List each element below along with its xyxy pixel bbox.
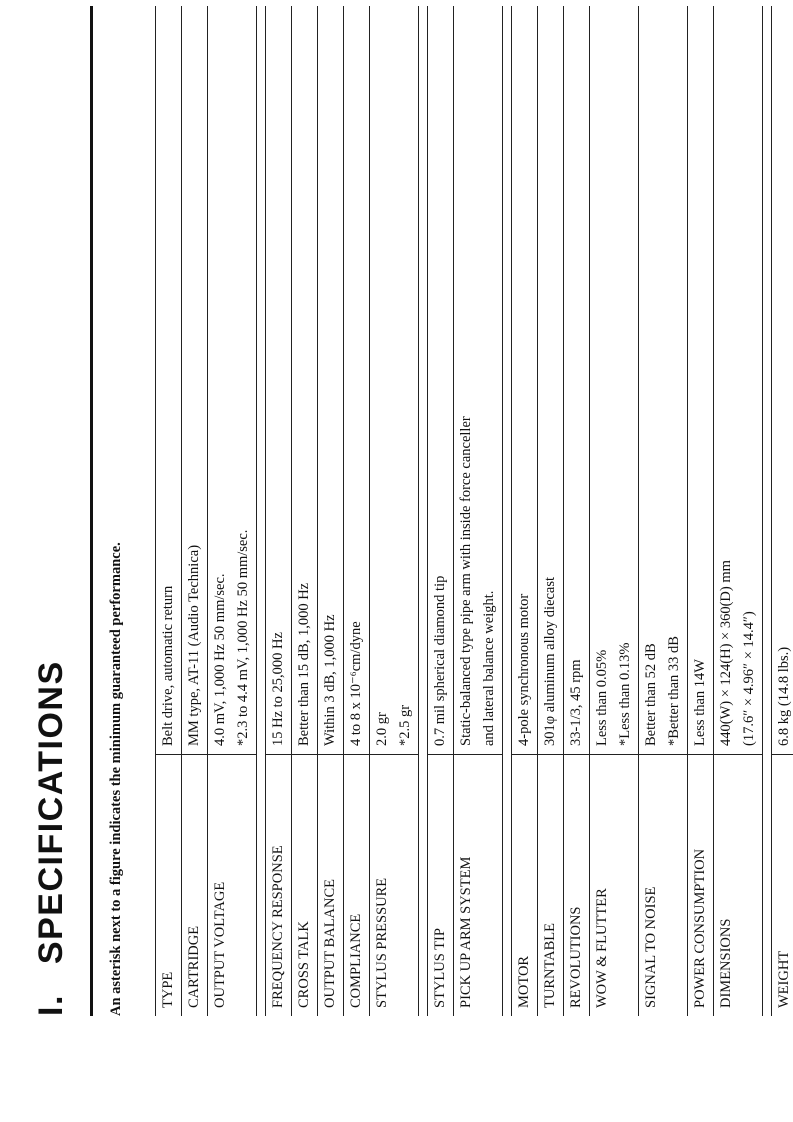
spec-row <box>428 6 454 1016</box>
spec-value <box>590 6 639 755</box>
spec-value-line: Less than 14W <box>692 659 708 746</box>
row-gap-cell <box>763 6 772 1016</box>
spec-label: PICK UP ARM SYSTEM <box>454 755 503 1017</box>
row-gap <box>503 6 512 1016</box>
section-title: SPECIFICATIONS <box>32 660 70 965</box>
section-heading <box>32 660 71 1016</box>
spec-row <box>156 6 182 1016</box>
spec-value-line: 0.7 mil spherical diamond tip <box>432 575 448 746</box>
spec-row <box>512 6 538 1016</box>
spec-value <box>428 6 454 755</box>
spec-label: DIMENSIONS <box>714 755 763 1017</box>
row-gap <box>763 6 772 1016</box>
spec-row <box>688 6 714 1016</box>
spec-row <box>714 6 763 1016</box>
spec-value-line: (17.6″ × 4.96″ × 14.4″) <box>741 611 757 746</box>
spec-value-line: 4-pole synchronous motor <box>516 593 532 746</box>
spec-label: SIGNAL TO NOISE <box>639 755 688 1017</box>
spec-label: FREQUENCY RESPONSE <box>266 755 292 1017</box>
asterisk-note: An asterisk next to a figure indicates the minimum guaranteed performance. <box>108 542 124 1016</box>
spec-value-line: Better than 15 dB, 1,000 Hz <box>296 582 312 746</box>
spec-value <box>772 6 793 755</box>
spec-row <box>370 6 419 1016</box>
spec-value-line: *Less than 0.13% <box>617 642 633 746</box>
spec-row <box>266 6 292 1016</box>
spec-row <box>538 6 564 1016</box>
spec-value-line: *Better than 33 dB <box>666 636 682 746</box>
heading-rule <box>90 6 93 1016</box>
spec-value <box>266 6 292 755</box>
spec-value-line: 4.0 mV, 1,000 Hz 50 mm/sec. <box>212 573 228 746</box>
spec-value <box>538 6 564 755</box>
spec-label: POWER CONSUMPTION <box>688 755 714 1017</box>
spec-value-line: 6.8 kg (14.8 lbs.) <box>776 646 792 746</box>
spec-label: STYLUS TIP <box>428 755 454 1017</box>
spec-row <box>318 6 344 1016</box>
spec-value-line: *2.5 gr <box>397 704 413 746</box>
spec-label: WEIGHT <box>772 755 793 1017</box>
spec-value <box>156 6 182 755</box>
row-gap-cell <box>503 6 512 1016</box>
spec-value <box>292 6 318 755</box>
section-number: I. <box>32 994 70 1016</box>
spec-row <box>454 6 503 1016</box>
row-gap-cell <box>257 6 266 1016</box>
spec-value <box>318 6 344 755</box>
spec-row <box>344 6 370 1016</box>
row-gap <box>419 6 428 1016</box>
spec-label: COMPLIANCE <box>344 755 370 1017</box>
spec-value <box>344 6 370 755</box>
spec-value <box>370 6 419 755</box>
spec-label: CROSS TALK <box>292 755 318 1017</box>
spec-value <box>714 6 763 755</box>
spec-value-line: 4 to 8 x 10⁻⁶cm/dyne <box>348 621 364 746</box>
spec-label: WOW & FLUTTER <box>590 755 639 1017</box>
spec-row <box>182 6 208 1016</box>
spec-value-line: 301φ aluminum alloy diecast <box>542 576 558 746</box>
spec-value-line: 2.0 gr <box>374 712 390 746</box>
spec-value-line: Static-balanced type pipe arm with inside force canceller <box>458 416 474 746</box>
spec-label: OUTPUT VOLTAGE <box>208 755 257 1017</box>
spec-value-line: *2.3 to 4.4 mV, 1,000 Hz 50 mm/sec. <box>235 529 251 746</box>
spec-value-line: and lateral balance weight. <box>481 590 497 746</box>
spec-label: STYLUS PRESSURE <box>370 755 419 1017</box>
spec-value-line: Belt drive, automatic return <box>160 585 176 746</box>
spec-value <box>512 6 538 755</box>
spec-value-line: Within 3 dB, 1,000 Hz <box>322 614 338 746</box>
spec-value <box>564 6 590 755</box>
spec-label: TYPE <box>156 755 182 1017</box>
spec-value-line: Less than 0.05% <box>594 649 610 746</box>
spec-row <box>639 6 688 1016</box>
row-gap-cell <box>419 6 428 1016</box>
spec-label: MOTOR <box>512 755 538 1017</box>
spec-value-line: 15 Hz to 25,000 Hz <box>270 632 286 746</box>
spec-value-line: 440(W) × 124(H) × 360(D) mm <box>718 560 734 746</box>
spec-row <box>292 6 318 1016</box>
spec-label: CARTRIDGE <box>182 755 208 1017</box>
spec-value <box>454 6 503 755</box>
spec-row <box>208 6 257 1016</box>
spec-value-line: Better than 52 dB <box>643 643 659 746</box>
spec-value <box>182 6 208 755</box>
spec-value-line: MM type, AT-11 (Audio Technica) <box>186 544 202 746</box>
spec-value <box>688 6 714 755</box>
spec-value <box>639 6 688 755</box>
spec-label: OUTPUT BALANCE <box>318 755 344 1017</box>
spec-value <box>208 6 257 755</box>
specifications-table <box>155 6 793 1016</box>
spec-row <box>772 6 793 1016</box>
spec-label: REVOLUTIONS <box>564 755 590 1017</box>
spec-row <box>564 6 590 1016</box>
row-gap <box>257 6 266 1016</box>
spec-value-line: 33-1/3, 45 rpm <box>568 659 584 746</box>
spec-label: TURNTABLE <box>538 755 564 1017</box>
spec-row <box>590 6 639 1016</box>
